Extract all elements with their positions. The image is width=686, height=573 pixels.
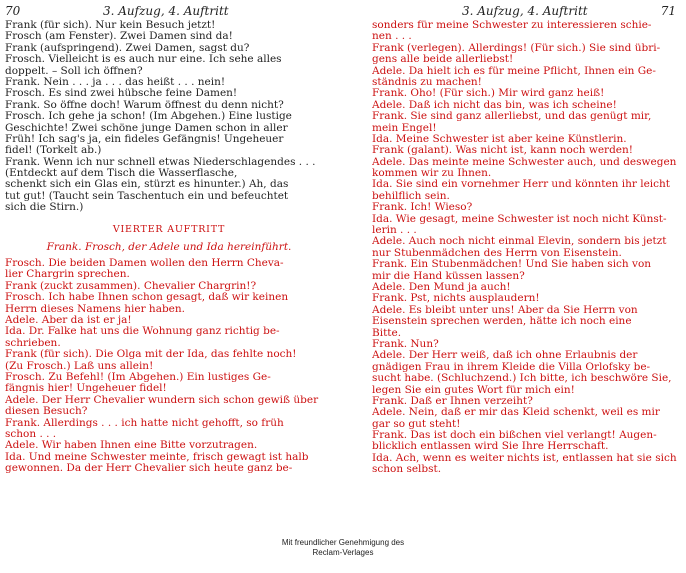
- text-line: Adele. Nein, daß er mir das Kleid schenkt, weil es mir: [372, 407, 660, 419]
- left-text-top: [5, 20, 333, 214]
- text-line: Frank. Nein . . . ja . . . das heißt . . . nein!: [5, 76, 226, 88]
- left-page: [5, 4, 333, 474]
- text-line: lerin . . .: [372, 225, 417, 237]
- text-line: Ida. Und meine Schwester meinte, frisch gewagt ist halb: [5, 451, 309, 463]
- text-line: Ida. Ach, wenn es weiter nichts ist, entlassen hat sie sich: [372, 452, 677, 464]
- text-line: nen . . .: [372, 31, 412, 43]
- text-line: Frosch. Ich habe Ihnen schon gesagt, daß wir keinen: [5, 292, 289, 304]
- text-line: legen Sie ein gutes Wort für mich ein!: [372, 384, 575, 396]
- text-line: Frank (verlegen). Allerdings! (Für sich.) Sie sind übri-: [372, 42, 661, 54]
- left-page-header: [5, 4, 333, 20]
- text-line: schenkt sich ein Glas ein, stürzt es hinunter.) Ah, das: [5, 179, 289, 191]
- text-line: Frank (zuckt zusammen). Chevalier Chargrin!?: [5, 280, 257, 292]
- text-line: Frosch (am Fenster). Zwei Damen sind da!: [5, 31, 233, 43]
- text-line: gewonnen. Da der Herr Chevalier sich heute ganz be-: [5, 463, 293, 475]
- text-line: kommen wir zu Ihnen.: [372, 168, 492, 180]
- text-line: Adele. Da hielt ich es für meine Pflicht, Ihnen ein Ge-: [372, 65, 656, 77]
- text-line: blicklich entlassen wird Sie Ihre Herrschaft.: [372, 441, 609, 453]
- text-line: Frank. Wenn ich nur schnell etwas Niederschlagendes . . . (Entdeckt auf dem Tisch die Wasserflasche,: [5, 156, 316, 180]
- text-line: Frank (aufspringend). Zwei Damen, sagst du?: [5, 42, 250, 54]
- running-title-right: 3. Aufzug, 4. Auftritt: [462, 4, 588, 18]
- right-page: [372, 4, 680, 476]
- text-line: fidel! (Torkelt ab.): [5, 145, 102, 157]
- page-number-left: 70: [5, 4, 21, 18]
- text-line: gens alle beide allerliebst!: [372, 54, 514, 66]
- text-line: Früh! Ich sag's ja, ein fideles Gefängnis! Ungeheuer: [5, 133, 284, 145]
- text-line: schon selbst.: [372, 464, 442, 476]
- text-line: ständnis zu machen!: [372, 76, 482, 88]
- text-line: Frank. Pst, nichts ausplaudern!: [372, 293, 540, 305]
- credit-line: Reclam-Verlages: [312, 548, 374, 557]
- text-line: Geschichte! Zwei schöne junge Damen schon in aller: [5, 122, 288, 134]
- right-text: [372, 20, 680, 476]
- text-line: Frosch. Es sind zwei hübsche feine Damen!: [5, 88, 238, 100]
- left-text-bottom: [5, 258, 333, 474]
- scene-heading: VIERTER AUFTRITT: [112, 223, 226, 235]
- text-line: Adele. Der Herr Chevalier wundern sich schon gewiß über: [5, 394, 319, 406]
- text-line: mein Engel!: [372, 122, 437, 134]
- text-line: sich die Stirn.): [5, 202, 84, 214]
- text-line: Ida. Wie gesagt, meine Schwester ist noch nicht Künst-: [372, 213, 667, 225]
- text-line: Frank (für sich). Nur kein Besuch jetzt!: [5, 20, 216, 31]
- text-line: Ida. Meine Schwester ist aber keine Künstlerin.: [372, 133, 627, 145]
- text-line: Frank. Oho! (Für sich.) Mir wird ganz heiß!: [372, 88, 605, 100]
- text-line: Adele. Auch noch nicht einmal Elevin, sondern bis jetzt: [372, 236, 667, 248]
- text-line: diesen Besuch?: [5, 406, 88, 418]
- text-line: doppelt. – Soll ich öffnen?: [5, 65, 143, 77]
- text-line: Frosch. Vielleicht is es auch nur eine. Ich sehe alles: [5, 54, 282, 66]
- text-line: Adele. Wir haben Ihnen eine Bitte vorzutragen.: [5, 440, 258, 452]
- text-line: gnädigen Frau in ihrem Kleide die Villa Orlofsky be-: [372, 361, 651, 373]
- text-line: Bitte.: [372, 327, 402, 339]
- text-line: Frosch. Die beiden Damen wollen den Herrn Cheva-: [5, 258, 284, 270]
- text-line: Frank. Ich! Wieso?: [372, 202, 473, 214]
- text-line: Adele. Das meinte meine Schwester auch, und deswegen: [372, 156, 677, 168]
- text-line: Frank (galant). Was nicht ist, kann noch werden!: [372, 145, 633, 157]
- text-line: Adele. Den Mund ja auch!: [372, 281, 511, 293]
- text-line: schrieben.: [5, 337, 61, 349]
- text-line: Frank. Nun?: [372, 338, 439, 350]
- running-title-left: 3. Aufzug, 4. Auftritt: [103, 4, 229, 18]
- credit-line: Mit freundlicher Genehmigung des: [281, 538, 405, 547]
- text-line: Ida. Sie sind ein vornehmer Herr und könnten ihr leicht: [372, 179, 671, 191]
- text-line: sonders für meine Schwester zu interessieren schie-: [372, 20, 652, 31]
- text-line: lier Chargrin sprechen.: [5, 269, 130, 281]
- text-line: Frosch. Zu Befehl! (Im Abgehen.) Ein lustiges Ge-: [5, 371, 271, 383]
- text-line: Adele. Es bleibt unter uns! Aber da Sie Herrn von: [372, 304, 638, 316]
- text-line: Herrn dieses Namens hier haben.: [5, 303, 185, 315]
- text-line: Adele. Der Herr weiß, daß ich ohne Erlaubnis der: [372, 350, 638, 362]
- text-line: Frank. Daß er Ihnen verzeiht?: [372, 395, 533, 407]
- text-line: schon . . .: [5, 428, 57, 440]
- text-line: Ida. Dr. Falke hat uns die Wohnung ganz richtig be-: [5, 326, 280, 338]
- text-line: mir die Hand küssen lassen?: [372, 270, 525, 282]
- text-line: Eisenstein sprechen werden, hätte ich noch eine: [372, 316, 632, 328]
- text-line: Frank (für sich). Die Olga mit der Ida, das fehlte noch!: [5, 349, 297, 361]
- text-line: Frank. Ein Stubenmädchen! Und Sie haben sich von: [372, 259, 652, 271]
- text-line: gar so gut steht!: [372, 418, 461, 430]
- text-line: Frank. Das ist doch ein bißchen viel verlangt! Augen-: [372, 430, 657, 442]
- text-line: Frank. Allerdings . . . ich hatte nicht gehofft, so früh: [5, 417, 284, 429]
- right-page-header: [372, 4, 680, 20]
- text-line: sucht habe. (Schluchzend.) Ich bitte, ich beschwöre Sie,: [372, 373, 672, 385]
- publisher-credit: [220, 538, 466, 558]
- text-line: Frosch. Ich gehe ja schon! (Im Abgehen.) Eine lustige: [5, 111, 292, 123]
- scene-direction: Frank. Frosch, der Adele und Ida hereinführt.: [46, 240, 292, 253]
- text-line: tut gut! (Taucht sein Taschentuch ein und befeuchtet: [5, 190, 289, 202]
- text-line: fängnis hier! Ungeheuer fidel!: [5, 383, 167, 395]
- spacer: [5, 214, 333, 224]
- text-line: nur Stubenmädchen des Herrn von Eisenstein.: [372, 247, 622, 259]
- text-line: Adele. Aber da ist er ja!: [5, 315, 132, 327]
- text-line: behilflich sein.: [372, 190, 450, 202]
- text-line: Frank. So öffne doch! Warum öffnest du denn nicht?: [5, 99, 284, 111]
- text-line: Frank. Sie sind ganz allerliebst, und das genügt mir,: [372, 111, 652, 123]
- text-line: Adele. Daß ich nicht das bin, was ich scheine!: [372, 99, 617, 111]
- text-line: (Zu Frosch.) Laß uns allein!: [5, 360, 154, 372]
- page-number-right: 71: [660, 4, 676, 18]
